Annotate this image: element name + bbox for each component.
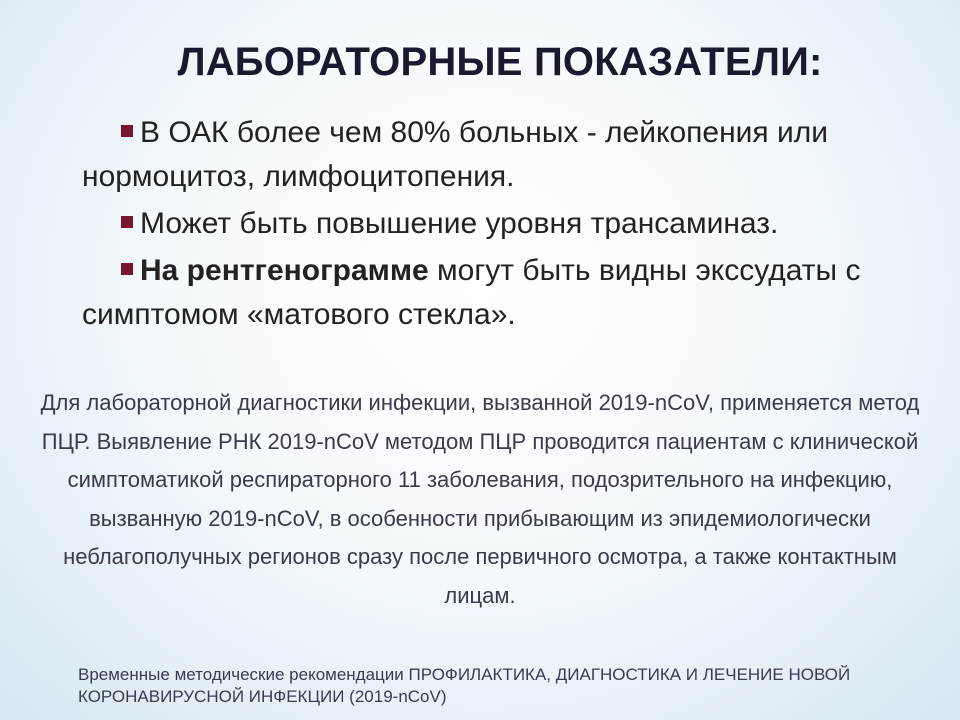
bullet-item-transaminases	[82, 202, 902, 246]
pcr-info-paragraph: Для лабораторной диагностики инфекции, вызванной 2019-nCoV, применяется метод ПЦР. Выявление РНК 2019-nCoV методом ПЦР проводится пациентам с клинической симптоматикой респираторного 11 заболевания, подозрительного на инфекцию, вызванную 2019-nCoV, в особенности прибывающим из эпидемиологически неблагополучных регионов сразу после первичного осмотра, а также контактным лицам.	[40, 390, 920, 608]
bullet-text: могут быть видны экссудаты с симптомом «матового стекла».	[82, 254, 861, 331]
bullet-text: Может быть повышение уровня трансаминаз.	[140, 207, 779, 240]
bullet-text: В ОАК более чем 80% больных - лейкопения или нормоцитоз, лимфоцитопения.	[82, 116, 828, 193]
square-bullet-icon	[121, 216, 133, 228]
bullet-bold-text: На рентгенограмме	[140, 254, 429, 287]
bullet-item-leukopenia	[82, 111, 902, 199]
bullet-item-xray	[82, 249, 902, 337]
square-bullet-icon	[121, 125, 133, 137]
source-citation: Временные методические рекомендации ПРОФИЛАКТИКА, ДИАГНОСТИКА И ЛЕЧЕНИЕ НОВОЙ КОРОНАВИРУСНОЙ ИНФЕКЦИИ (2019-nCoV)	[78, 665, 851, 706]
square-bullet-icon	[121, 263, 133, 275]
bullet-list	[82, 111, 902, 340]
slide-title: ЛАБОРАТОРНЫЕ ПОКАЗАТЕЛИ:	[177, 40, 823, 84]
